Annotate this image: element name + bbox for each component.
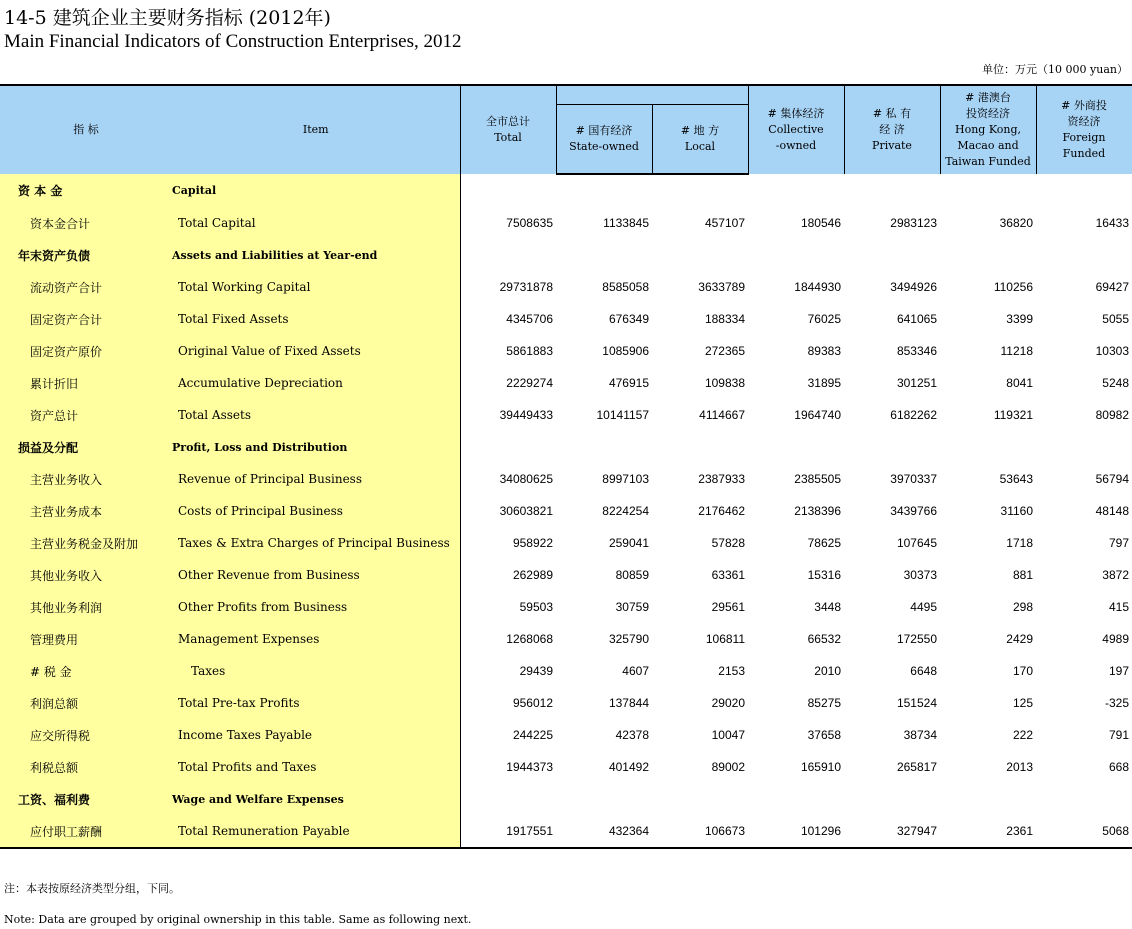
indicator-cn: 应付职工薪酬 [0,815,172,848]
value-cell: 1268068 [506,632,553,646]
indicator-cn: 固定资产原价 [0,335,172,367]
header-collective [748,85,844,174]
value-cell: 2387933 [698,472,745,486]
indicator-cn: 其他业务利润 [0,591,172,623]
header-collective-en2: -owned [775,139,817,152]
item-en: Total Capital [172,207,460,239]
value-cell: 881 [1012,568,1033,582]
value-cell: 222 [1012,728,1033,742]
header-state-cn: # 国有经济 [575,124,633,137]
value-cell: 676349 [608,312,649,326]
value-cell [940,431,1036,463]
value-cell: 39449433 [499,408,553,422]
table-row [0,399,1132,431]
item-en: Original Value of Fixed Assets [172,335,460,367]
value-cell: 298 [1012,600,1033,614]
value-cell: 8585058 [602,280,649,294]
indicator-cn: 主营业务收入 [0,463,172,495]
item-en: Taxes [172,655,460,687]
header-foreign [1036,85,1132,174]
value-cell: 106673 [652,815,748,848]
value-cell: 42378 [615,728,649,742]
value-cell: 29439 [519,664,553,678]
table-row [0,367,1132,399]
note-chinese: 注：本表按原经济类型分组，下同。 [4,882,180,895]
value-cell: 2153 [718,664,745,678]
value-cell [460,783,556,815]
title-chinese: 14-5 建筑企业主要财务指标 (2012年) [4,7,331,29]
value-cell: 78625 [807,536,841,550]
value-cell: 244225 [512,728,553,742]
value-cell: 29731878 [499,280,553,294]
value-cell [1036,431,1132,463]
value-cell: 3448 [814,600,841,614]
value-cell: 457107 [704,216,745,230]
value-cell: 10141157 [596,408,649,422]
item-en: Management Expenses [172,623,460,655]
indicator-cn: 利税总额 [0,751,172,783]
value-cell: 172550 [896,632,937,646]
value-cell [652,174,748,207]
header-private-en: Private [872,139,912,152]
value-cell: 1964740 [794,408,841,422]
table-row [0,463,1132,495]
table-row [0,719,1132,751]
value-cell: 30759 [615,600,649,614]
value-cell [556,783,652,815]
header-hk-en1: Hong Kong, [954,123,1021,136]
value-cell: 3494926 [890,280,937,294]
header-private-cn2: 经 济 [879,123,905,136]
value-cell: 476915 [608,376,649,390]
item-en: Assets and Liabilities at Year-end [172,239,460,271]
value-cell: 1944373 [506,760,553,774]
value-cell [748,239,844,271]
unit-label: 单位：万元（10 000 yuan） [982,63,1128,76]
value-cell: 272365 [704,344,745,358]
value-cell [556,174,652,207]
value-cell: 415 [1108,600,1129,614]
item-en: Wage and Welfare Expenses [172,783,460,815]
value-cell: 262989 [512,568,553,582]
value-cell: 37658 [807,728,841,742]
header-total-en: Total [494,131,522,144]
header-private-cn1: # 私 有 [872,107,912,120]
item-en: Income Taxes Payable [172,719,460,751]
item-en: Other Revenue from Business [172,559,460,591]
value-cell: 85275 [807,696,841,710]
value-cell: 109838 [704,376,745,390]
value-cell: 5068 [1036,815,1132,848]
header-hk [940,85,1036,174]
header-foreign-cn1: # 外商投 [1061,99,1107,112]
indicator-cn: 资 本 金 [0,174,172,207]
value-cell: 106811 [705,632,745,646]
value-cell [748,174,844,207]
value-cell: 151524 [896,696,937,710]
value-cell [844,239,940,271]
value-cell: 15316 [807,568,841,582]
value-cell: 125 [1012,696,1033,710]
value-cell: 265817 [896,760,937,774]
item-en: Total Working Capital [172,271,460,303]
value-cell: 165910 [800,760,841,774]
indicator-cn: 年末资产负债 [0,239,172,271]
item-en: Accumulative Depreciation [172,367,460,399]
value-cell: 2176462 [698,504,745,518]
value-cell: 30373 [903,568,937,582]
value-cell: 259041 [608,536,649,550]
table-row [0,559,1132,591]
item-en: Taxes & Extra Charges of Principal Business [172,527,460,559]
header-private [844,85,940,174]
value-cell: 2138396 [794,504,841,518]
value-cell: 38734 [903,728,937,742]
value-cell: 853346 [896,344,937,358]
header-hk-cn1: # 港澳台 [965,91,1011,104]
header-collective-cn: # 集体经济 [767,107,825,120]
item-en: Total Assets [172,399,460,431]
header-hk-cn2: 投资经济 [966,107,1010,120]
value-cell: 197 [1108,664,1129,678]
value-cell: 48148 [1095,504,1129,518]
value-cell: 3872 [1102,568,1129,582]
header-local-cn: # 地 方 [680,124,720,137]
header-collective-en1: Collective [768,123,824,136]
value-cell: 401492 [608,760,649,774]
value-cell: 1085906 [602,344,649,358]
item-en: Total Pre-tax Profits [172,687,460,719]
item-en: Capital [172,174,460,207]
value-cell: 958922 [512,536,553,550]
value-cell: 2013 [1006,760,1033,774]
value-cell: 2983123 [890,216,937,230]
indicator-cn: 资本金合计 [0,207,172,239]
value-cell: 4345706 [506,312,553,326]
value-cell: 301251 [896,376,937,390]
value-cell: 1917551 [460,815,556,848]
indicator-cn: 损益及分配 [0,431,172,463]
item-en: Profit, Loss and Distribution [172,431,460,463]
value-cell: 30603821 [499,504,553,518]
value-cell: 10047 [711,728,745,742]
value-cell: 137844 [608,696,649,710]
value-cell: 59503 [519,600,553,614]
value-cell: 119321 [993,408,1033,422]
value-cell [844,783,940,815]
item-en: Total Profits and Taxes [172,751,460,783]
section-row [0,431,1132,463]
value-cell: 2361 [940,815,1036,848]
value-cell [460,174,556,207]
section-row [0,174,1132,207]
value-cell: 10303 [1095,344,1129,358]
value-cell: 2010 [814,664,841,678]
value-cell [460,431,556,463]
value-cell: 791 [1108,728,1129,742]
value-cell: 327947 [844,815,940,848]
value-cell: 2429 [1006,632,1033,646]
header-hk-en2: Macao and [957,139,1019,152]
indicator-cn: 主营业务成本 [0,495,172,527]
table-row [0,591,1132,623]
value-cell [748,783,844,815]
table-row [0,655,1132,687]
value-cell [460,239,556,271]
financial-indicators-table [0,84,1132,849]
value-cell: 1844930 [794,280,841,294]
value-cell: 34080625 [499,472,553,486]
value-cell: 57828 [711,536,745,550]
section-row [0,783,1132,815]
header-item: Item [172,85,460,174]
value-cell: 6648 [910,664,937,678]
indicator-cn: 固定资产合计 [0,303,172,335]
value-cell: 29561 [711,600,745,614]
value-cell: 89383 [807,344,841,358]
value-cell: 36820 [999,216,1033,230]
value-cell: 1133845 [603,216,649,230]
value-cell: 7508635 [506,216,553,230]
value-cell: 8224254 [602,504,649,518]
item-en: Total Remuneration Payable [172,815,460,848]
value-cell [556,431,652,463]
item-en: Total Fixed Assets [172,303,460,335]
value-cell: 170 [1012,664,1033,678]
value-cell: 31160 [1000,504,1033,518]
value-cell [940,783,1036,815]
table-row [0,335,1132,367]
value-cell: 29020 [711,696,745,710]
header-state-en: State-owned [569,140,639,153]
value-cell: 110256 [993,280,1033,294]
table-row [0,207,1132,239]
table-row [0,495,1132,527]
indicator-cn: 其他业务收入 [0,559,172,591]
value-cell: 80982 [1095,408,1129,422]
table-row [0,687,1132,719]
indicator-cn: 利润总额 [0,687,172,719]
indicator-cn: # 税 金 [0,655,172,687]
value-cell: 432364 [556,815,652,848]
value-cell: 5055 [1102,312,1129,326]
value-cell: 1718 [1006,536,1033,550]
value-cell: 6182262 [890,408,937,422]
header-total-cn: 全市总计 [486,115,530,128]
header-hk-en3: Taiwan Funded [945,155,1031,168]
value-cell [652,239,748,271]
value-cell: 4114667 [699,408,745,422]
value-cell: 80859 [615,568,649,582]
table-row [0,527,1132,559]
indicator-cn: 流动资产合计 [0,271,172,303]
value-cell: 5248 [1102,376,1129,390]
header-foreign-en2: Funded [1062,147,1106,160]
value-cell [844,431,940,463]
value-cell: 8041 [1006,376,1033,390]
value-cell: 641065 [896,312,937,326]
table-row [0,303,1132,335]
indicator-cn: 应交所得税 [0,719,172,751]
value-cell: 2229274 [506,376,553,390]
value-cell [556,239,652,271]
value-cell [1036,783,1132,815]
value-cell [940,239,1036,271]
value-cell: 3399 [1006,312,1033,326]
header-state [556,105,652,175]
header-local-en: Local [684,140,716,153]
value-cell: 101296 [748,815,844,848]
title-english: Main Financial Indicators of Construction Enterprises, 2012 [4,31,462,52]
value-cell: 63361 [711,568,745,582]
value-cell: 668 [1108,760,1129,774]
indicator-cn: 主营业务税金及附加 [0,527,172,559]
value-cell: 188334 [704,312,745,326]
item-en: Other Profits from Business [172,591,460,623]
item-en: Revenue of Principal Business [172,463,460,495]
table-row [0,623,1132,655]
value-cell: 956012 [512,696,553,710]
value-cell [1036,174,1132,207]
header-foreign-cn2: 资经济 [1067,115,1101,128]
value-cell: 3439766 [890,504,937,518]
indicator-cn: 工资、福利费 [0,783,172,815]
value-cell: 69427 [1095,280,1129,294]
value-cell: 797 [1108,536,1129,550]
value-cell: 107645 [896,536,937,550]
value-cell [1036,239,1132,271]
indicator-cn: 管理费用 [0,623,172,655]
value-cell: 56794 [1095,472,1129,486]
value-cell [748,431,844,463]
header-indicator: 指 标 [0,85,172,174]
value-cell: 31895 [807,376,841,390]
item-en: Costs of Principal Business [172,495,460,527]
value-cell: 76025 [807,312,841,326]
value-cell: 325790 [608,632,649,646]
header-foreign-en1: Foreign [1062,131,1106,144]
value-cell: 180546 [800,216,841,230]
value-cell [844,174,940,207]
value-cell: 5861883 [506,344,553,358]
value-cell: -325 [1104,696,1129,710]
header-local [652,105,748,175]
header-total [460,85,556,174]
table-row [0,751,1132,783]
value-cell: 4607 [622,664,649,678]
value-cell: 89002 [711,760,745,774]
value-cell [652,431,748,463]
indicator-cn: 累计折旧 [0,367,172,399]
indicator-cn: 资产总计 [0,399,172,431]
note-english: Note: Data are grouped by original ownership in this table. Same as following next. [4,913,472,926]
value-cell: 53643 [999,472,1033,486]
value-cell: 16433 [1095,216,1129,230]
header-state-group [556,85,748,105]
section-row [0,239,1132,271]
value-cell: 4989 [1102,632,1129,646]
value-cell: 3633789 [698,280,745,294]
value-cell [652,783,748,815]
value-cell: 66532 [807,632,841,646]
value-cell: 4495 [910,600,937,614]
value-cell: 2385505 [794,472,841,486]
value-cell: 3970337 [890,472,937,486]
table-row [0,815,1132,848]
value-cell [940,174,1036,207]
table-row [0,271,1132,303]
value-cell: 8997103 [602,472,649,486]
value-cell: 11218 [1000,344,1033,358]
